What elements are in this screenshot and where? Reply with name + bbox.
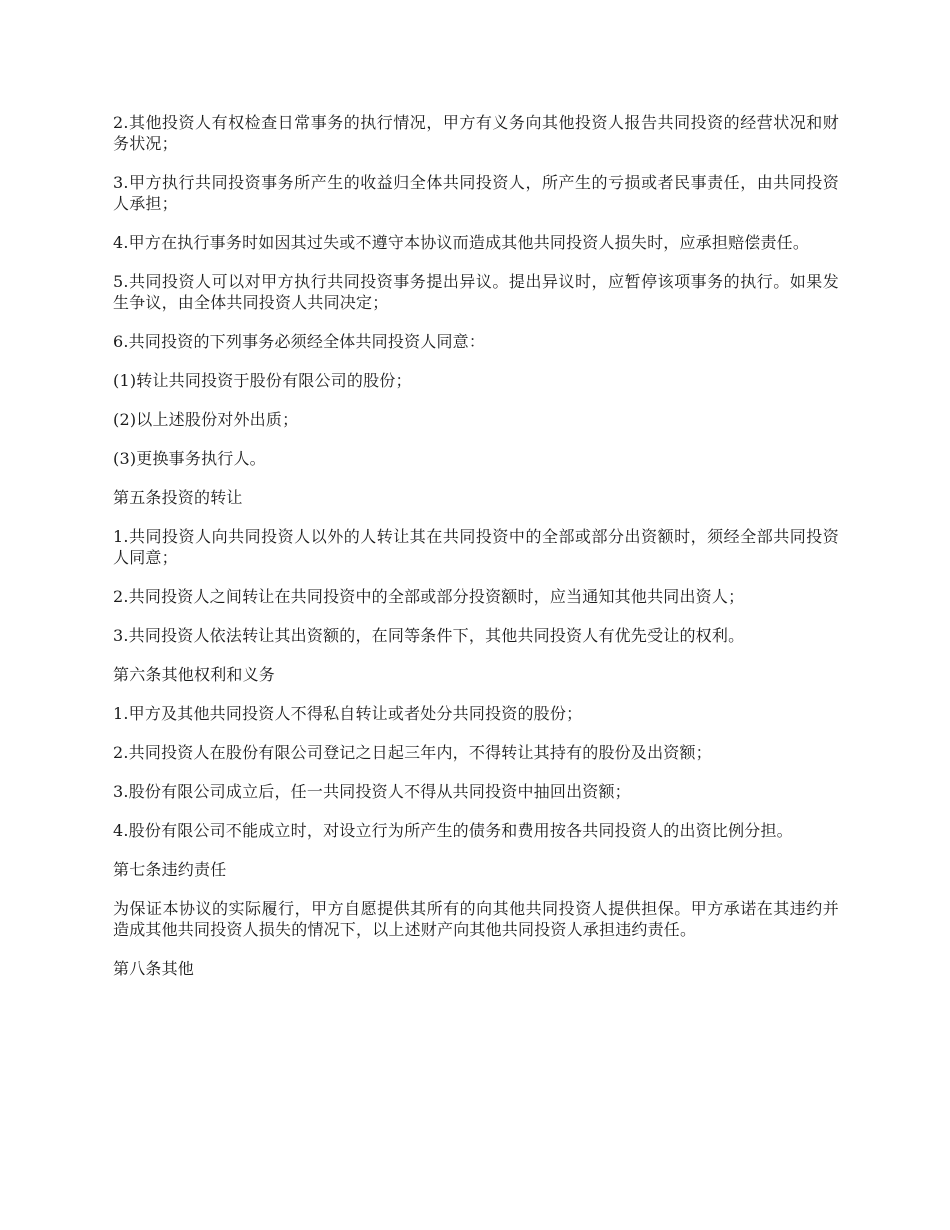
sub-item-2-pledge: (2)以上述股份对外出质； xyxy=(113,410,299,429)
clause-item-2-inspection-rights: 2.其他投资人有权检查日常事务的执行情况，甲方有义务向其他投资人报告共同投资的经营状况和财务状况； xyxy=(113,113,839,153)
article-6-item-1: 1.甲方及其他共同投资人不得私自转让或者处分共同投资的股份； xyxy=(113,704,583,723)
sub-item-3-executor-change: (3)更换事务执行人。 xyxy=(113,449,266,468)
section-heading-article-5: 第五条投资的转让 xyxy=(113,488,243,507)
clause-item-4-compensation: 4.甲方在执行事务时如因其过失或不遵守本协议而造成其他共同投资人损失时，应承担赔偿责任。 xyxy=(113,233,810,252)
section-heading-article-7: 第七条违约责任 xyxy=(113,860,227,879)
clause-item-3-profit-and-loss: 3.甲方执行共同投资事务所产生的收益归全体共同投资人，所产生的亏损或者民事责任，由共同投资人承担； xyxy=(113,173,839,213)
section-heading-article-8: 第八条其他 xyxy=(113,959,195,978)
clause-item-5-objection: 5.共同投资人可以对甲方执行共同投资事务提出异议。提出异议时，应暂停该项事务的执行。如果发生争议，由全体共同投资人共同决定； xyxy=(113,272,839,312)
sub-item-1-share-transfer: (1)转让共同投资于股份有限公司的股份； xyxy=(113,371,412,390)
section-heading-article-6: 第六条其他权利和义务 xyxy=(113,665,276,684)
article-7-body: 为保证本协议的实际履行，甲方自愿提供其所有的向其他共同投资人提供担保。甲方承诺在其违约并造成其他共同投资人损失的情况下，以上述财产向其他共同投资人承担违约责任。 xyxy=(113,899,839,939)
clause-item-6-unanimous-consent: 6.共同投资的下列事务必须经全体共同投资人同意： xyxy=(113,332,486,351)
article-5-item-3: 3.共同投资人依法转让其出资额的，在同等条件下，其他共同投资人有优先受让的权利。 xyxy=(113,626,745,645)
article-5-item-1: 1.共同投资人向共同投资人以外的人转让其在共同投资中的全部或部分出资额时，须经全部共同投资人同意； xyxy=(113,527,839,567)
article-6-item-3: 3.股份有限公司成立后，任一共同投资人不得从共同投资中抽回出资额； xyxy=(113,782,631,801)
article-6-item-2: 2.共同投资人在股份有限公司登记之日起三年内，不得转让其持有的股份及出资额； xyxy=(113,743,712,762)
article-6-item-4: 4.股份有限公司不能成立时，对设立行为所产生的债务和费用按各共同投资人的出资比例分担。 xyxy=(113,821,793,840)
document-body xyxy=(113,112,839,997)
article-5-item-2: 2.共同投资人之间转让在共同投资中的全部或部分投资额时，应当通知其他共同出资人； xyxy=(113,587,745,606)
